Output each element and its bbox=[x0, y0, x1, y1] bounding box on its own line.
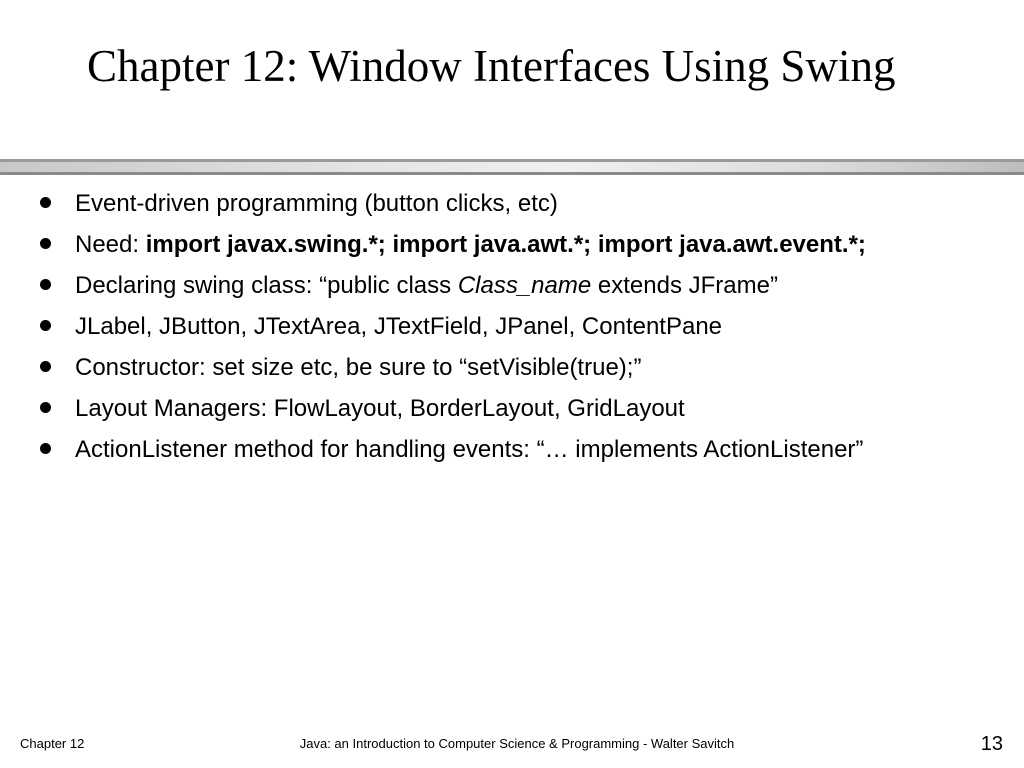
slide-title: Chapter 12: Window Interfaces Using Swing bbox=[87, 41, 896, 91]
bullet-item bbox=[40, 268, 1000, 303]
bullet-text: ActionListener method for handling events: “… implements ActionListener” bbox=[75, 436, 864, 463]
bullet-text: Constructor: set size etc, be sure to “setVisible(true);” bbox=[75, 354, 642, 381]
bullet-item bbox=[40, 391, 1000, 426]
bullet-text: JLabel, JButton, JTextArea, JTextField, JPanel, ContentPane bbox=[75, 313, 723, 340]
bullet-italic-text: Class_name bbox=[457, 272, 592, 299]
divider-line-bottom bbox=[0, 172, 1024, 175]
bullet-dot-icon bbox=[40, 361, 51, 372]
bullet-dot-icon bbox=[40, 320, 51, 331]
bullet-item bbox=[40, 350, 1000, 385]
bullet-item bbox=[40, 309, 1000, 344]
bullet-item bbox=[40, 432, 1000, 467]
bullet-dot-icon bbox=[40, 443, 51, 454]
bullet-list bbox=[40, 186, 1000, 473]
page-number: 13 bbox=[980, 733, 1003, 755]
bullet-dot-icon bbox=[40, 402, 51, 413]
title-divider bbox=[0, 159, 1024, 179]
bullet-dot-icon bbox=[40, 238, 51, 249]
bullet-item bbox=[40, 227, 1000, 262]
bullet-text: Need: bbox=[75, 231, 146, 258]
bullet-text: Layout Managers: FlowLayout, BorderLayout, GridLayout bbox=[75, 395, 685, 422]
footer-book-title: Java: an Introduction to Computer Science & Programming - Walter Savitch bbox=[299, 736, 735, 751]
bullet-item bbox=[40, 186, 1000, 221]
bullet-text: extends JFrame” bbox=[591, 272, 778, 299]
footer-chapter: Chapter 12 bbox=[20, 736, 85, 751]
bullet-dot-icon bbox=[40, 279, 51, 290]
bullet-text: Declaring swing class: “public class bbox=[75, 272, 458, 299]
bullet-text: Event-driven programming (button clicks, etc) bbox=[75, 190, 558, 217]
bullet-dot-icon bbox=[40, 197, 51, 208]
divider-line-band bbox=[0, 162, 1024, 172]
bullet-code-text: import javax.swing.*; import java.awt.*; import java.awt.event.*; bbox=[145, 231, 866, 258]
